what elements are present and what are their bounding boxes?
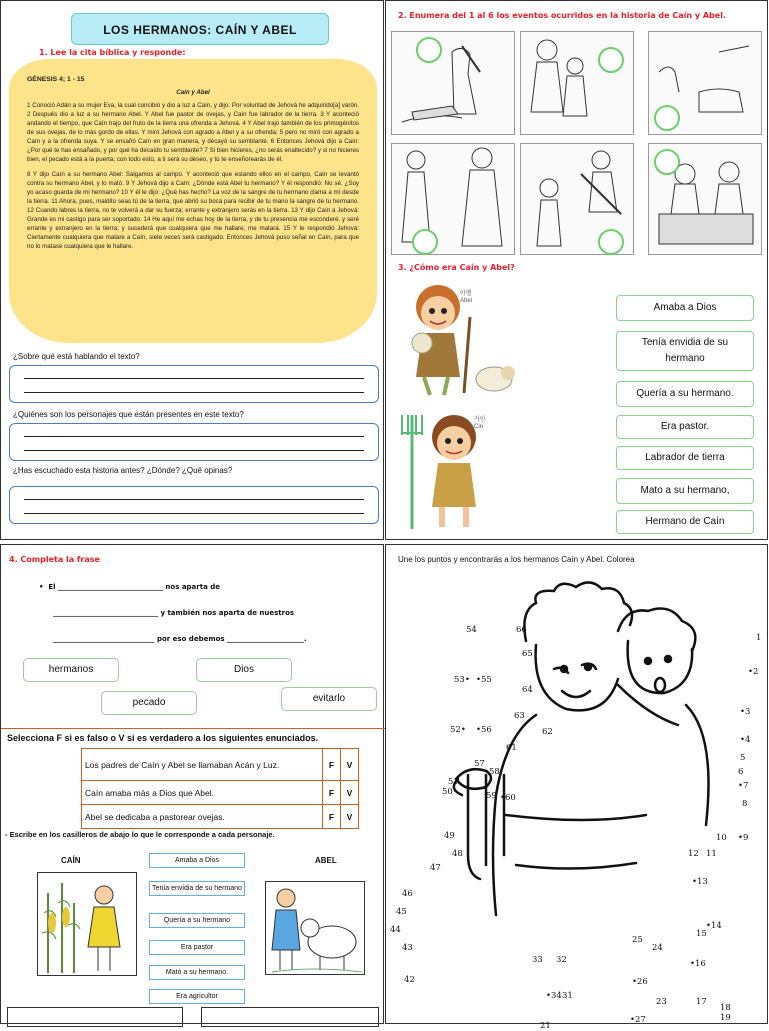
dot-number: •14 <box>706 921 722 931</box>
number-circle[interactable] <box>654 149 680 175</box>
dot-number: •26 <box>632 977 648 987</box>
statement: Los padres de Caín y Abel se llamaban Acán y Luz. <box>82 749 323 781</box>
dot-number: 6 <box>738 767 744 777</box>
number-circle[interactable] <box>598 229 624 255</box>
divider <box>1 728 385 729</box>
dot-number: 19 <box>720 1013 731 1023</box>
dot-number: •7 <box>738 781 749 791</box>
trait-box[interactable]: Mato a su hermano, <box>616 478 754 504</box>
dot-number: 49 <box>444 831 455 841</box>
dot-number: 17 <box>696 997 707 1007</box>
bible-reference: GÉNESIS 4; 1 - 15 <box>27 76 85 83</box>
dot-number: 54 <box>466 625 477 635</box>
scene-drawing <box>392 32 516 136</box>
scene-image <box>391 31 515 135</box>
scene-drawing <box>392 144 516 256</box>
dot-number: •2 <box>748 667 759 677</box>
table-row <box>82 749 359 781</box>
table-row <box>82 781 359 805</box>
sentence-line: _____________________________ por eso debemos ______________________. <box>53 635 307 643</box>
dot-number: •55 <box>476 675 492 685</box>
answer-box[interactable] <box>9 365 379 403</box>
dot-number: •9 <box>738 833 749 843</box>
dot-number: •16 <box>690 959 706 969</box>
scene-image <box>520 31 634 135</box>
dot-number: 46 <box>402 889 413 899</box>
name-abel: ABEL <box>315 856 337 865</box>
connect-dots-drawing <box>386 545 769 1025</box>
reading-panel <box>0 0 384 540</box>
answer-option[interactable]: Era pastor <box>149 940 245 955</box>
dot-number: 18 <box>720 1003 731 1013</box>
dot-number: 48 <box>452 849 463 859</box>
dot-number: •3 <box>740 707 751 717</box>
passage-paragraph: 8 Y dijo Caín a su hermano Abel: Salgamos al campo. Y aconteció que estando ellos en el campo, Caín se levantó contra su hermano Abel, y lo mató. 9 Y Jehová dijo a Caín: ¿Dónde está Abel tu hermano? Y él respondió: No sé. ¿Soy yo acaso guarda de mi hermano? 10 Y él le dijo: ¿Qué has hecho? La voz de la sangre de tu hermano clama a mí desde la tierra. 11 Ahora, pues, maldito seas tú de la tierra, que abrió su boca para recibir de tu mano la sangre de tu hermano. 12 Cuando labres la tierra, no te volverá a dar su fuerza; errante y extranjero serás en la tierra. 13 Y dijo Caín a Jehová: Grande es mi castigo para ser soportado. 14 He aquí me echas hoy de la tierra, y de tu presencia me esconderé, y seré errante y extranjero en la tierra; y sucederá que cualquiera que me hallare, me matará. 15 Y le respondió Jehová: Ciertamente cualquiera que matare a Caín, siete veces será castigado. Entonces Jehová puso señal en Caín, para que no lo matase cualquiera que le hallare. <box>27 171 359 250</box>
dot-number: 43 <box>402 943 413 953</box>
abel-korean-label: 아벨 <box>460 291 472 297</box>
true-option[interactable]: V <box>341 781 359 805</box>
dot-number: 23 <box>656 997 667 1007</box>
question-text: ¿Has escuchado esta historia antes? ¿Dónde? ¿Qué opinas? <box>13 466 233 475</box>
connect-dots-panel <box>385 544 768 1031</box>
answer-option[interactable]: Tenía envidia de su hermano <box>149 881 245 896</box>
abel-name-label: Abel <box>460 298 473 304</box>
number-circle[interactable] <box>412 229 438 255</box>
dot-number: •56 <box>476 725 492 735</box>
number-circle[interactable] <box>598 47 624 73</box>
answer-box[interactable] <box>9 486 379 524</box>
statement: Abel se dedicaba a pastorear ovejas. <box>82 805 323 829</box>
dot-number: 53• <box>454 675 470 685</box>
answer-option[interactable]: Amaba a Dios <box>149 853 245 868</box>
dot-number: 65 <box>522 649 533 659</box>
dot-number: 64 <box>522 685 533 695</box>
dot-number: 1 <box>756 633 762 643</box>
false-option[interactable]: F <box>323 749 341 781</box>
dot-number: 8 <box>742 799 748 809</box>
question-4: 4. Completa la frase <box>9 555 100 564</box>
cain-farmer-image <box>37 872 137 976</box>
dot-number: 21 <box>540 1021 551 1031</box>
true-false-title: Selecciona F si es falso o V si es verdadero a los siguientes enunciados. <box>7 733 319 743</box>
word-box[interactable]: evitarlo <box>281 687 377 711</box>
answer-box[interactable] <box>7 1007 183 1027</box>
scene-image <box>391 143 515 255</box>
name-cain: CAÍN <box>61 856 81 865</box>
question-2: 2. Enumera del 1 al 6 los eventos ocurridos en la historia de Caín y Abel. <box>398 11 726 20</box>
dot-number: 5 <box>740 753 746 763</box>
dot-number: 66 <box>516 625 527 635</box>
cain-label <box>474 417 486 431</box>
table-row <box>82 805 359 829</box>
passage-paragraph: 1 Conoció Adán a su mujer Eva, la cual concibió y dio a luz a Caín, y dijo: Por voluntad de Jehová he adquirido[a] varón. 2 Después dio a luz a su hermano Abel. Y Abel fue pastor de ovejas, y Caín fue labrador de la tierra. 3 Y aconteció andando el tiempo, que Caín trajo del fruto de la tierra una ofrenda a Jehová. 4 Y Abel trajo también de los primogénitos de sus ovejas, de lo más gordo de ellas. Y miró Jehová con agrado a Abel y a su ofrenda; 5 pero no miró con agrado a Caín y a la ofrenda suya. Y se ensañó Caín en gran manera, y decayó su semblante. 6 Entonces Jehová dijo a Caín: ¿Por qué te has ensañado, y por qué ha decaído tu semblante? 7 Si bien hicieres, ¿no serás enaltecido? y si no hicieres bien, el pecado está a la puerta; con todo esto, a ti será su deseo, y tú te enseñorearás de él. <box>27 102 359 163</box>
dot-number: 63 <box>514 711 525 721</box>
dot-number: •60 <box>500 793 516 803</box>
sentence-word: El <box>48 583 56 591</box>
word-box[interactable]: hermanos <box>23 658 119 682</box>
sentence-word: y también nos aparta de nuestros <box>160 609 295 617</box>
answer-option[interactable]: Era agricultor <box>149 989 245 1004</box>
dot-number: 51 <box>448 777 459 787</box>
sentence-word: por eso debemos <box>156 635 225 643</box>
cain-korean-label: 카인 <box>474 417 486 423</box>
statement: Caín amaba más a Dios que Abel. <box>82 781 323 805</box>
dot-number: 31 <box>562 991 573 1001</box>
true-false-table <box>81 748 359 829</box>
dot-number: •58 <box>484 767 500 777</box>
trait-box[interactable]: Quería a su hermano. <box>616 381 754 407</box>
question-text: ¿Quiénes son los personajes que están presentes en este texto? <box>13 410 244 419</box>
trait-box[interactable]: Labrador de tierra <box>616 446 754 470</box>
dot-number: •4 <box>740 735 751 745</box>
bullet: • <box>39 583 49 591</box>
dot-number: 33 <box>532 955 543 965</box>
write-title: - Escribe en los casilleros de abajo lo que le corresponde a cada personaje. <box>5 830 275 839</box>
number-circle[interactable] <box>416 37 442 63</box>
dot-number: 57 <box>474 759 485 769</box>
true-option[interactable]: V <box>341 805 359 829</box>
word-box[interactable]: pecado <box>101 691 197 715</box>
answer-box[interactable] <box>9 423 379 461</box>
word-box[interactable]: Dios <box>196 658 292 682</box>
dot-number: 24 <box>652 943 663 953</box>
dot-number: 47 <box>430 863 441 873</box>
dot-number: •34 <box>546 991 562 1001</box>
dot-number: 59 <box>486 791 497 801</box>
dot-number: 44 <box>390 925 401 935</box>
answer-option[interactable]: Mató a su hermano. <box>149 965 245 980</box>
connect-dots-title: Une los puntos y encontrarás a los hermanos Caín y Abel. Colorea <box>398 555 635 564</box>
dot-number: 45 <box>396 907 407 917</box>
dot-number: 25 <box>632 935 643 945</box>
dot-number: 12 <box>688 849 699 859</box>
answer-option[interactable]: Quería a su hermano <box>149 913 245 928</box>
dot-number: 10 <box>716 833 727 843</box>
trait-box[interactable]: Era pastor. <box>616 415 754 439</box>
exercises-panel <box>0 544 384 1024</box>
page-title: LOS HERMANOS: CAÍN Y ABEL <box>71 13 329 45</box>
number-circle[interactable] <box>654 105 680 131</box>
question-3: 3. ¿Cómo era Caín y Abel? <box>398 263 515 272</box>
dot-number: 42 <box>404 975 415 985</box>
dot-number: 50• <box>442 787 458 797</box>
abel-label <box>460 291 472 305</box>
abel-shepherd-image <box>265 881 365 975</box>
trait-box[interactable]: Amaba a Dios <box>616 295 754 321</box>
bible-passage <box>9 59 377 343</box>
scene-drawing <box>521 32 635 136</box>
dot-number: 32 <box>556 955 567 965</box>
trait-box[interactable]: Tenía envidia de su hermano <box>616 331 754 371</box>
dot-number: 15 <box>696 929 707 939</box>
dot-number: 52• <box>450 725 466 735</box>
trait-box[interactable]: Hermano de Caín <box>616 510 754 534</box>
answer-box[interactable] <box>201 1007 379 1027</box>
true-option[interactable]: V <box>341 749 359 781</box>
question-1: 1. Lee la cita bíblica y responde: <box>39 48 186 57</box>
cain-illustration <box>398 411 518 533</box>
sentence-line: • El ______________________________ nos aparta de <box>39 583 220 591</box>
dot-number: 62 <box>542 727 553 737</box>
sentence-line: ______________________________ y también nos aparta de nuestros <box>53 609 295 617</box>
dot-number: 11 <box>706 849 717 859</box>
dot-number: •27 <box>630 1015 646 1025</box>
events-panel <box>385 0 768 540</box>
sentence-word: nos aparta de <box>165 583 220 591</box>
dot-number: •13 <box>692 877 708 887</box>
question-text: ¿Sobre qué está hablando el texto? <box>13 352 140 361</box>
false-option[interactable]: F <box>323 781 341 805</box>
chapter-title: Caín y Abel <box>176 89 210 96</box>
cain-name-label: Cin <box>474 424 484 430</box>
dot-number: 61 <box>506 743 517 753</box>
false-option[interactable]: F <box>323 805 341 829</box>
